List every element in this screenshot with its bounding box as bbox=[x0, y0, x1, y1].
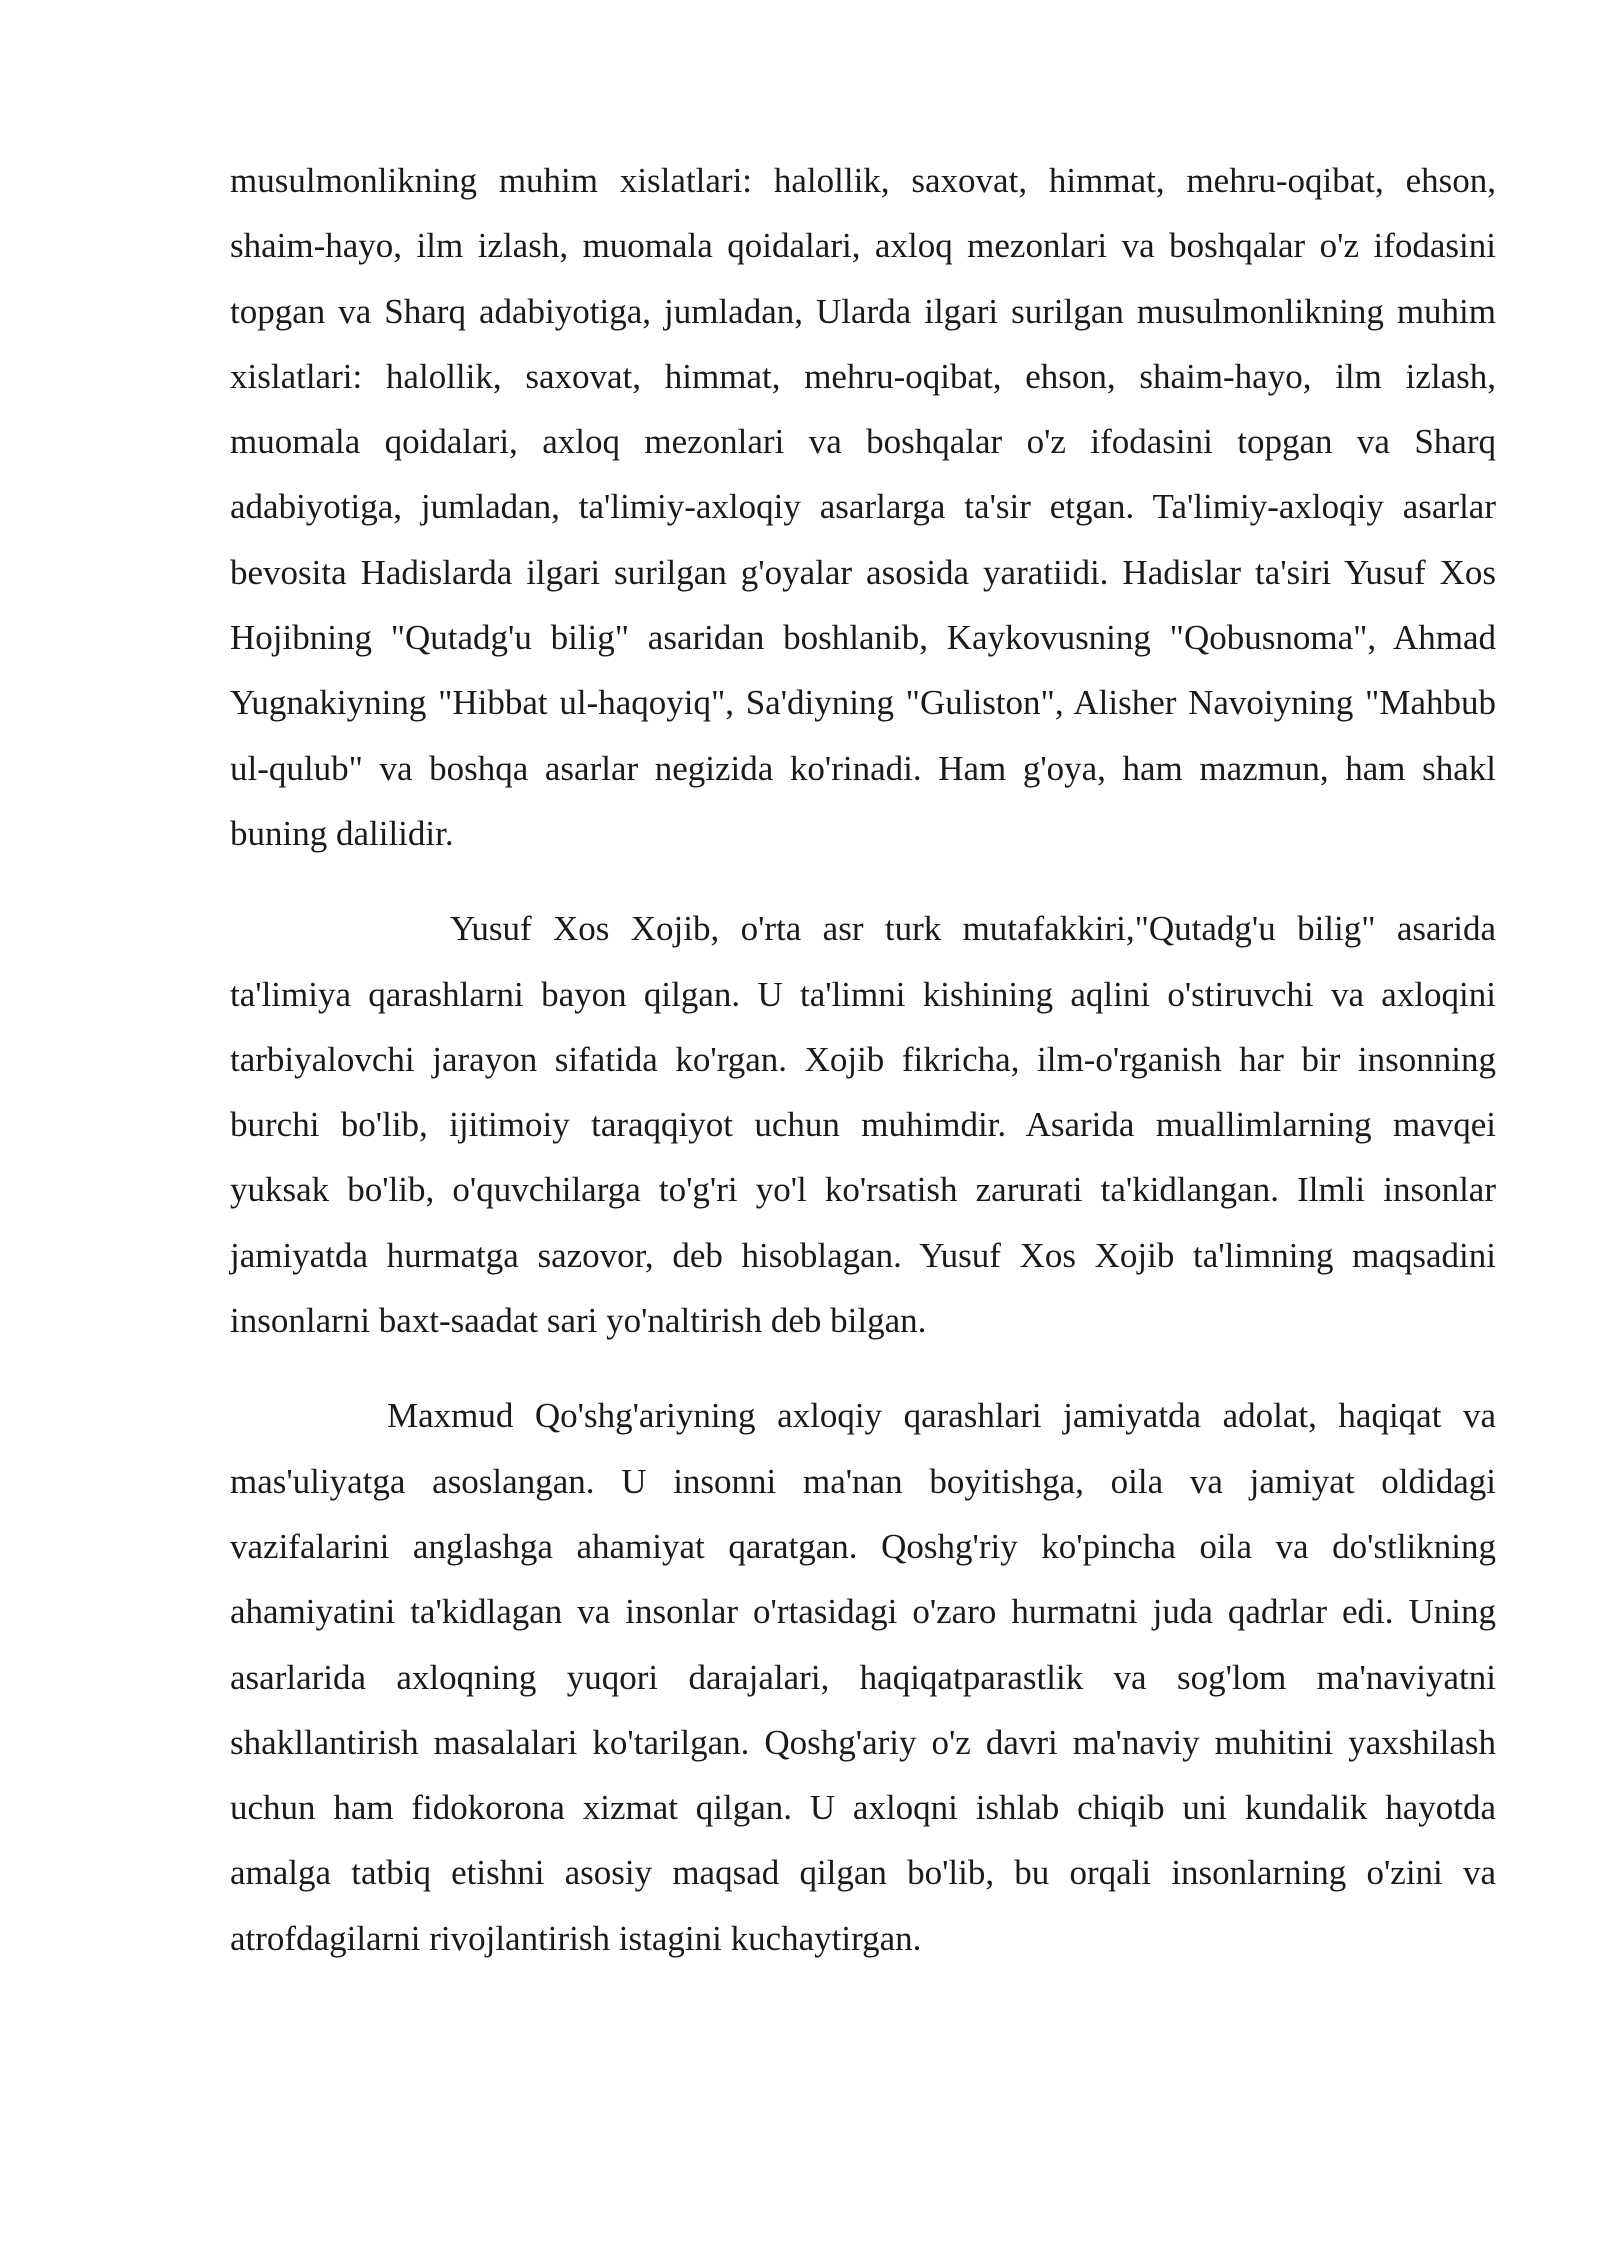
paragraph-hadith-influence: musulmonlikning muhim xislatlari: halollik, saxovat, himmat, mehru-oqibat, ehson, shaim-hayo, ilm izlash, muomala qoidalari, axloq mezonlari va boshqalar o'z ifodasini topgan va Sharq adabiyotiga, jumladan, Ularda ilgari surilgan musulmonlikning muhim xislatlari: halollik, saxovat, himmat, mehru-oqibat, ehson, shaim-hayo, ilm izlash, muomala qoidalari, axloq mezonlari va boshqalar o'z ifodasini topgan va Sharq adabiyotiga, jumladan, ta'limiy-axloqiy asarlarga ta'sir etgan. Ta'limiy-axloqiy asarlar bevosita Hadislarda ilgari surilgan g'oyalar asosida yaratiidi. Hadislar ta'siri Yusuf Xos Hojibning "Qutadg'u bilig" asaridan boshlanib, Kaykovusning "Qobusnoma", Ahmad Yugnakiyning "Hibbat ul-haqoyiq", Sa'diyning "Guliston", Alisher Navoiyning "Mahbub ul-qulub" va boshqa asarlar negizida ko'rinadi. Ham g'oya, ham mazmun, ham shakl buning dalilidir. bbox=[230, 161, 1496, 853]
paragraph-yusuf-xos-xojib: Yusuf Xos Xojib, o'rta asr turk mutafakkiri,"Qutadg'u bilig" asarida ta'limiya qarashlarni bayon qilgan. U ta'limni kishining aqlini o'stiruvchi va axloqini tarbiyalovchi jarayon sifatida ko'rgan. Xojib fikricha, ilm-o'rganish har bir insonning burchi bo'lib, ijitimoiy taraqqiyot uchun muhimdir. Asarida muallimlarning mavqei yuksak bo'lib, o'quvchilarga to'g'ri yo'l ko'rsatish zarurati ta'kidlangan. Ilmli insonlar jamiyatda hurmatga sazovor, deb hisoblagan. Yusuf Xos Xojib ta'limning maqsadini insonlarni baxt-saadat sari yo'naltirish deb bilgan. bbox=[230, 909, 1496, 1341]
paragraph-maxmud-qoshgariy: Maxmud Qo'shg'ariyning axloqiy qarashlari jamiyatda adolat, haqiqat va mas'uliyatga asoslangan. U insonni ma'nan boyitishga, oila va jamiyat oldidagi vazifalarini anglashga ahamiyat qaratgan. Qoshg'riy ko'pincha oila va do'stlikning ahamiyatini ta'kidlagan va insonlar o'rtasidagi o'zaro hurmatni juda qadrlar edi. Uning asarlarida axloqning yuqori darajalari, haqiqatparastlik va sog'lom ma'naviyatni shakllantirish masalalari ko'tarilgan. Qoshg'ariy o'z davri ma'naviy muhitini yaxshilash uchun ham fidokorona xizmat qilgan. U axloqni ishlab chiqib uni kundalik hayotda amalga tatbiq etishni asosiy maqsad qilgan bo'lib, bu orqali insonlarning o'zini va atrofdagilarni rivojlantirish istagini kuchaytirgan. bbox=[230, 1396, 1496, 1958]
document-body bbox=[230, 148, 1496, 1971]
